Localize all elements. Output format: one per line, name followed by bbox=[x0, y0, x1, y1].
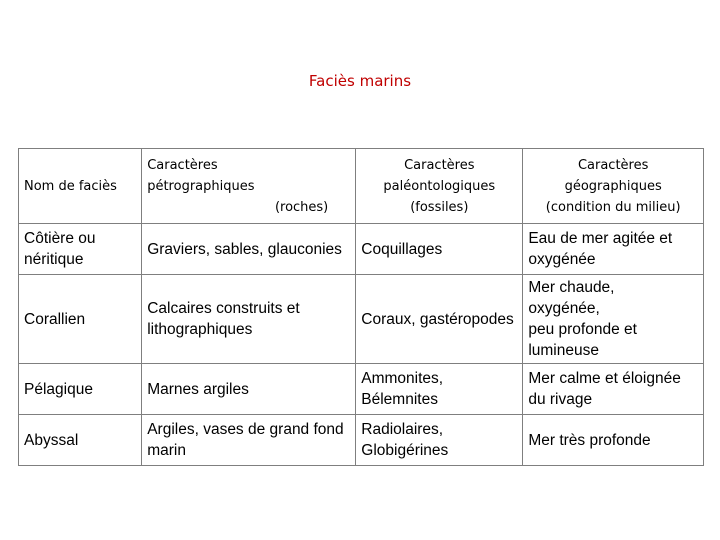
geographic-cell: Eau de mer agitée et oxygénée bbox=[523, 224, 704, 275]
header-paleontological-line3: (fossiles) bbox=[410, 199, 469, 215]
petrographic-cell: Argiles, vases de grand fond marin bbox=[142, 415, 356, 466]
facies-name-cell: Abyssal bbox=[19, 415, 142, 466]
paleontological-cell: Coraux, gastéropodes bbox=[356, 275, 523, 364]
header-name: Nom de faciès bbox=[19, 149, 142, 224]
petrographic-cell: Calcaires construits et lithographiques bbox=[142, 275, 356, 364]
facies-name-cell: Côtière ou néritique bbox=[19, 224, 142, 275]
header-paleontological-line2: paléontologiques bbox=[383, 178, 496, 194]
table-header-row bbox=[19, 149, 704, 224]
header-paleontological bbox=[356, 149, 523, 224]
geographic-cell: Mer très profonde bbox=[523, 415, 704, 466]
paleontological-cell: Ammonites, Bélemnites bbox=[356, 364, 523, 415]
header-geographic-line2: géographiques bbox=[564, 178, 662, 194]
table-row bbox=[19, 415, 704, 466]
geographic-cell: Mer calme et éloignée du rivage bbox=[523, 364, 704, 415]
header-geographic bbox=[523, 149, 704, 224]
facies-name-cell: Pélagique bbox=[19, 364, 142, 415]
table-row bbox=[19, 275, 704, 364]
petrographic-cell: Marnes argiles bbox=[142, 364, 356, 415]
header-geographic-line3: (condition du milieu) bbox=[545, 199, 681, 215]
header-paleontological-line1: Caractères bbox=[404, 157, 475, 173]
header-petrographic bbox=[142, 149, 356, 224]
petrographic-cell: Graviers, sables, glauconies bbox=[142, 224, 356, 275]
header-petrographic-line2: pétrographiques bbox=[147, 178, 255, 194]
facies-name-cell: Corallien bbox=[19, 275, 142, 364]
header-petrographic-line3: (roches) bbox=[274, 199, 329, 215]
header-geographic-line1: Caractères bbox=[577, 157, 649, 173]
paleontological-cell: Coquillages bbox=[356, 224, 523, 275]
geographic-cell: Mer chaude, oxygénée, peu profonde et lumineuse bbox=[523, 275, 704, 364]
table-row bbox=[19, 224, 704, 275]
page-title: Faciès marins bbox=[308, 72, 412, 90]
header-petrographic-line1: Caractères bbox=[147, 157, 218, 173]
table-row bbox=[19, 364, 704, 415]
facies-table bbox=[18, 148, 704, 466]
paleontological-cell: Radiolaires, Globigérines bbox=[356, 415, 523, 466]
